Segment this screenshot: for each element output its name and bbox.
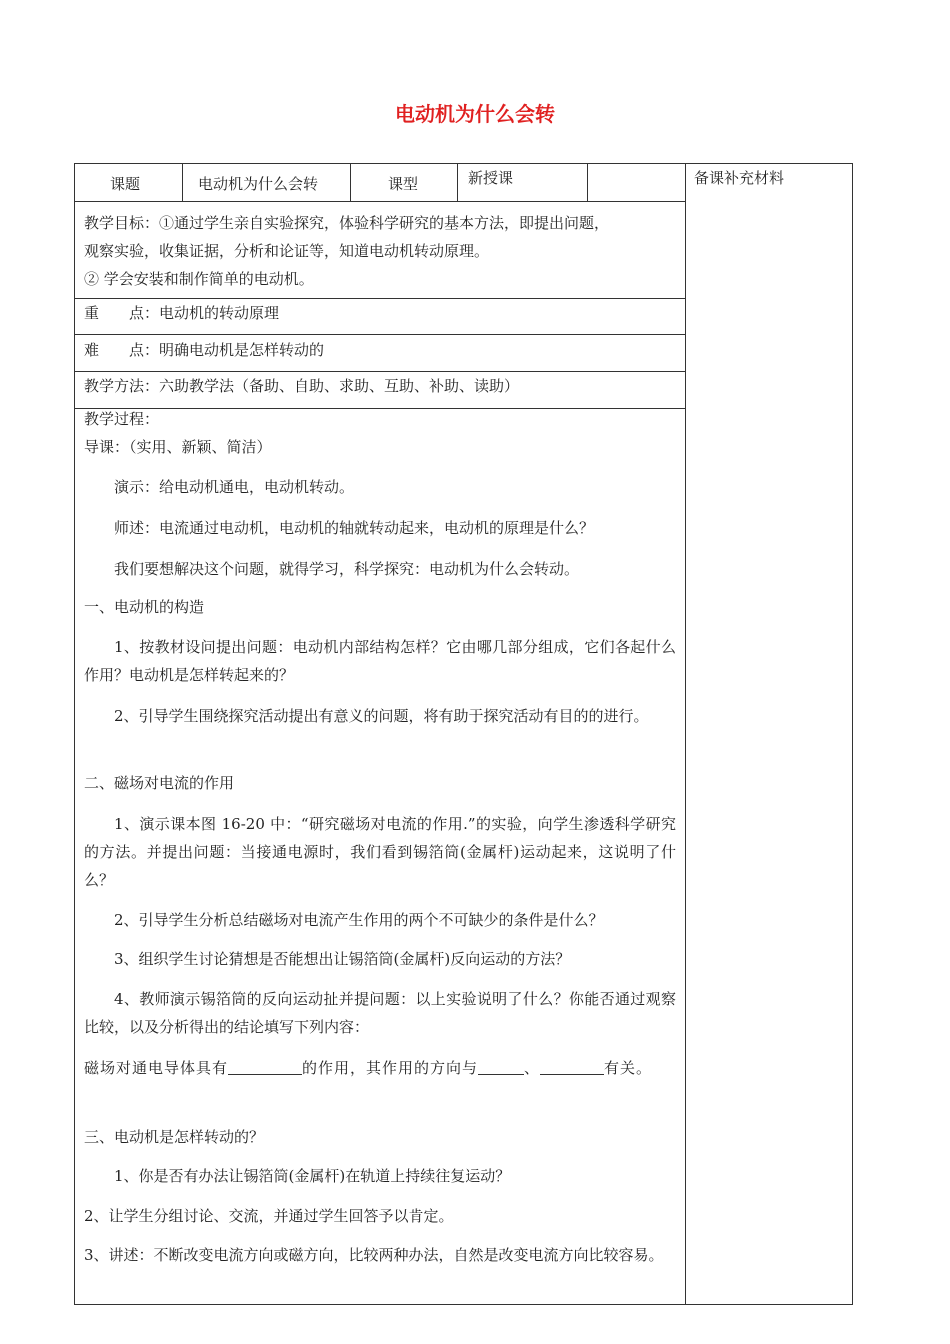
col-divider-4 xyxy=(587,163,588,202)
key-point: 重 点：电动机的转动原理 xyxy=(84,304,280,322)
process-intro: 导课：（实用、新颖、简洁） xyxy=(84,438,272,456)
row-divider-key xyxy=(74,334,686,335)
fill-text-c: 、 xyxy=(524,1059,541,1077)
section-3-item-1: 1、你是否有办法让锡箔筒(金属杆)在轨道上持续往复运动？ xyxy=(114,1167,511,1185)
fill-blank-2[interactable] xyxy=(478,1056,524,1075)
side-notes-label: 备课补充材料 xyxy=(694,169,785,187)
section-2-item-4: 4、教师演示锡箔筒的反向运动扯并提问题：以上实验说明了什么？你能否通过观察比较，以及分析得出的结论填写下列内容： xyxy=(84,990,676,1036)
fill-blank-3[interactable] xyxy=(540,1056,604,1075)
row-divider-difficulty xyxy=(74,371,686,372)
fill-in-sentence xyxy=(84,1054,676,1082)
fill-text-d: 有关。 xyxy=(604,1059,653,1077)
demo-paragraph: 演示：给电动机通电，电动机转动。 xyxy=(114,478,355,496)
type-label: 课型 xyxy=(388,175,419,193)
topic-value: 电动机为什么会转 xyxy=(198,175,319,193)
inquiry-paragraph: 我们要想解决这个问题，就得学习，科学探究：电动机为什么会转动。 xyxy=(114,560,580,578)
objectives-line-3: ② 学会安装和制作简单的电动机。 xyxy=(84,270,314,288)
section-2-item-2: 2、引导学生分析总结磁场对电流产生作用的两个不可缺少的条件是什么？ xyxy=(114,911,604,929)
section-2-heading: 二、磁场对电流的作用 xyxy=(84,774,235,792)
difficulty: 难 点：明确电动机是怎样转动的 xyxy=(84,341,325,359)
fill-text-b: 的作用，其作用的方向与 xyxy=(302,1059,479,1077)
section-3-heading: 三、电动机是怎样转动的？ xyxy=(84,1128,265,1146)
objectives-line-1: 教学目标：①通过学生亲自实验探究，体验科学研究的基本方法，即提出问题， xyxy=(84,214,610,232)
objectives-line-2: 观察实验，收集证据，分析和论证等，知道电动机转动原理。 xyxy=(84,242,490,260)
section-3-item-2: 2、让学生分组讨论、交流，并通过学生回答予以肯定。 xyxy=(84,1207,454,1225)
section-2-item-1: 1、演示课本图 16-20 中：“研究磁场对电流的作用.”的实验，向学生渗透科学研究的方法。并提出问题：当接通电源时，我们看到锡箔筒(金属杆)运动起来，这说明了什么？ xyxy=(84,815,676,889)
process-heading: 教学过程： xyxy=(84,410,160,428)
row-divider-method xyxy=(74,408,686,409)
section-1-item-1: 1、按教材设问提出问题：电动机内部结构怎样？它由哪几部分组成，它们各起什么作用？电动机是怎样转起来的？ xyxy=(84,638,676,684)
fill-text-a: 磁场对通电导体具有 xyxy=(84,1059,229,1077)
type-value: 新授课 xyxy=(468,169,514,187)
row-divider-header xyxy=(74,201,686,202)
teacher-statement: 师述：电流通过电动机，电动机的轴就转动起来，电动机的原理是什么？ xyxy=(114,519,595,537)
col-divider-1 xyxy=(182,163,183,202)
fill-blank-1[interactable] xyxy=(228,1056,302,1075)
section-2-item-3: 3、组织学生讨论猜想是否能想出让锡箔筒(金属杆)反向运动的方法？ xyxy=(114,950,571,968)
col-divider-3 xyxy=(457,163,458,202)
row-divider-objectives xyxy=(74,298,686,299)
section-1-heading: 一、电动机的构造 xyxy=(84,598,205,616)
section-1-item-2: 2、引导学生围绕探究活动提出有意义的问题，将有助于探究活动有目的的进行。 xyxy=(114,707,649,725)
teaching-method: 教学方法：六助教学法（备助、自助、求助、互助、补助、读助） xyxy=(84,377,520,395)
section-3-item-3: 3、讲述：不断改变电流方向或磁方向，比较两种办法，自然是改变电流方向比较容易。 xyxy=(84,1246,664,1264)
topic-label: 课题 xyxy=(110,175,141,193)
col-divider-2 xyxy=(350,163,351,202)
page-title: 电动机为什么会转 xyxy=(395,102,555,126)
